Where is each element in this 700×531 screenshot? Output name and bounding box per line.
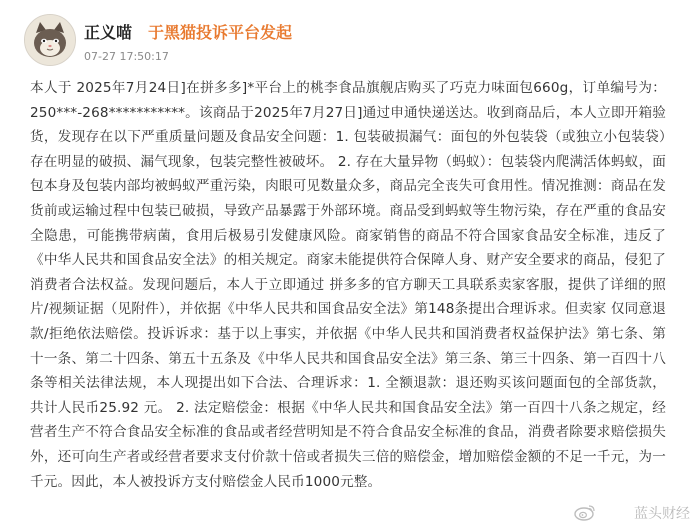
post-body bbox=[30, 76, 666, 494]
post-timestamp: 07-27 17:50:17 bbox=[84, 50, 169, 63]
author-name[interactable]: 正义喵 bbox=[84, 23, 133, 42]
avatar[interactable] bbox=[24, 14, 76, 66]
post-header bbox=[24, 14, 684, 66]
weibo-logo-icon bbox=[574, 503, 596, 521]
watermark: 蓝头财经 bbox=[634, 506, 690, 522]
source-link[interactable]: 于黑猫投诉平台发起 bbox=[148, 23, 293, 42]
post-body-text: 本人于 2025年7月24日]在拼多多]*平台上的桃李食品旗舰店购买了巧克力味面包660g，订单编号为：250***-268***********。该商品于2025年7月27日]通过申通快递送达。收到商品后，本人立即开箱验货，发现存在以下严重质量问题及食品安全问题：1. 包装破损漏气：面包的外包装袋（或独立小包装袋）存在明显的破损、漏气现象，包装完整性被破坏。 2. 存在大量异物（蚂蚁）：包装袋内爬满活体蚂蚁，面包本身及包装内部均被蚂蚁严重污染，肉眼可见数量众多，商品完全丧失可食用性。情况推测：商品在发货前或运输过程中包装已破损，导致产品暴露于外部环境。商品受到蚂蚁等生物污染，存在严重的食品安全隐患，可能携带病菌，食用后极易引发健康风险。商家销售的商品不符合国家食品安全标准，违反了《中华人民共和国食品安全法》的相关规定。商家未能提供符合保障人身、财产安全要求的商品，侵犯了消费者合法权益。发现问题后，本人于立即通过 拼多多的官方聊天工具联系卖家客服，提供了详细的照片/视频证据（见附件），并依据《中华人民共和国食品安全法》第148条提出合理诉求。但卖家 仅同意退款/拒绝依法赔偿。投诉诉求：基于以上事实，并依据《中华人民共和国消费者权益保护法》第七条、第十一条、第二十四条、第五十五条及《中华人民共和国食品安全法》第三条、第三十四条、第一百四十八条等相关法律法规，本人现提出如下合法、合理诉求：1. 全额退款：退还购买该问题面包的全部货款，共计人民币25.92 元。 2. 法定赔偿金：根据《中华人民共和国食品安全法》第一百四十八条之规定，经营者生产不符合食品安全标准的食品或者经营明知是不符合食品安全标准的食品，消费者除要求赔偿损失外，还可向生产者或经营者要求支付价款十倍或者损失三倍的赔偿金，增加赔偿金额的不足一千元，为一千元。因此，本人被投诉方支付赔偿金人民币1000元整。 bbox=[30, 80, 666, 490]
cartoon-cat-avatar-icon bbox=[25, 15, 75, 65]
